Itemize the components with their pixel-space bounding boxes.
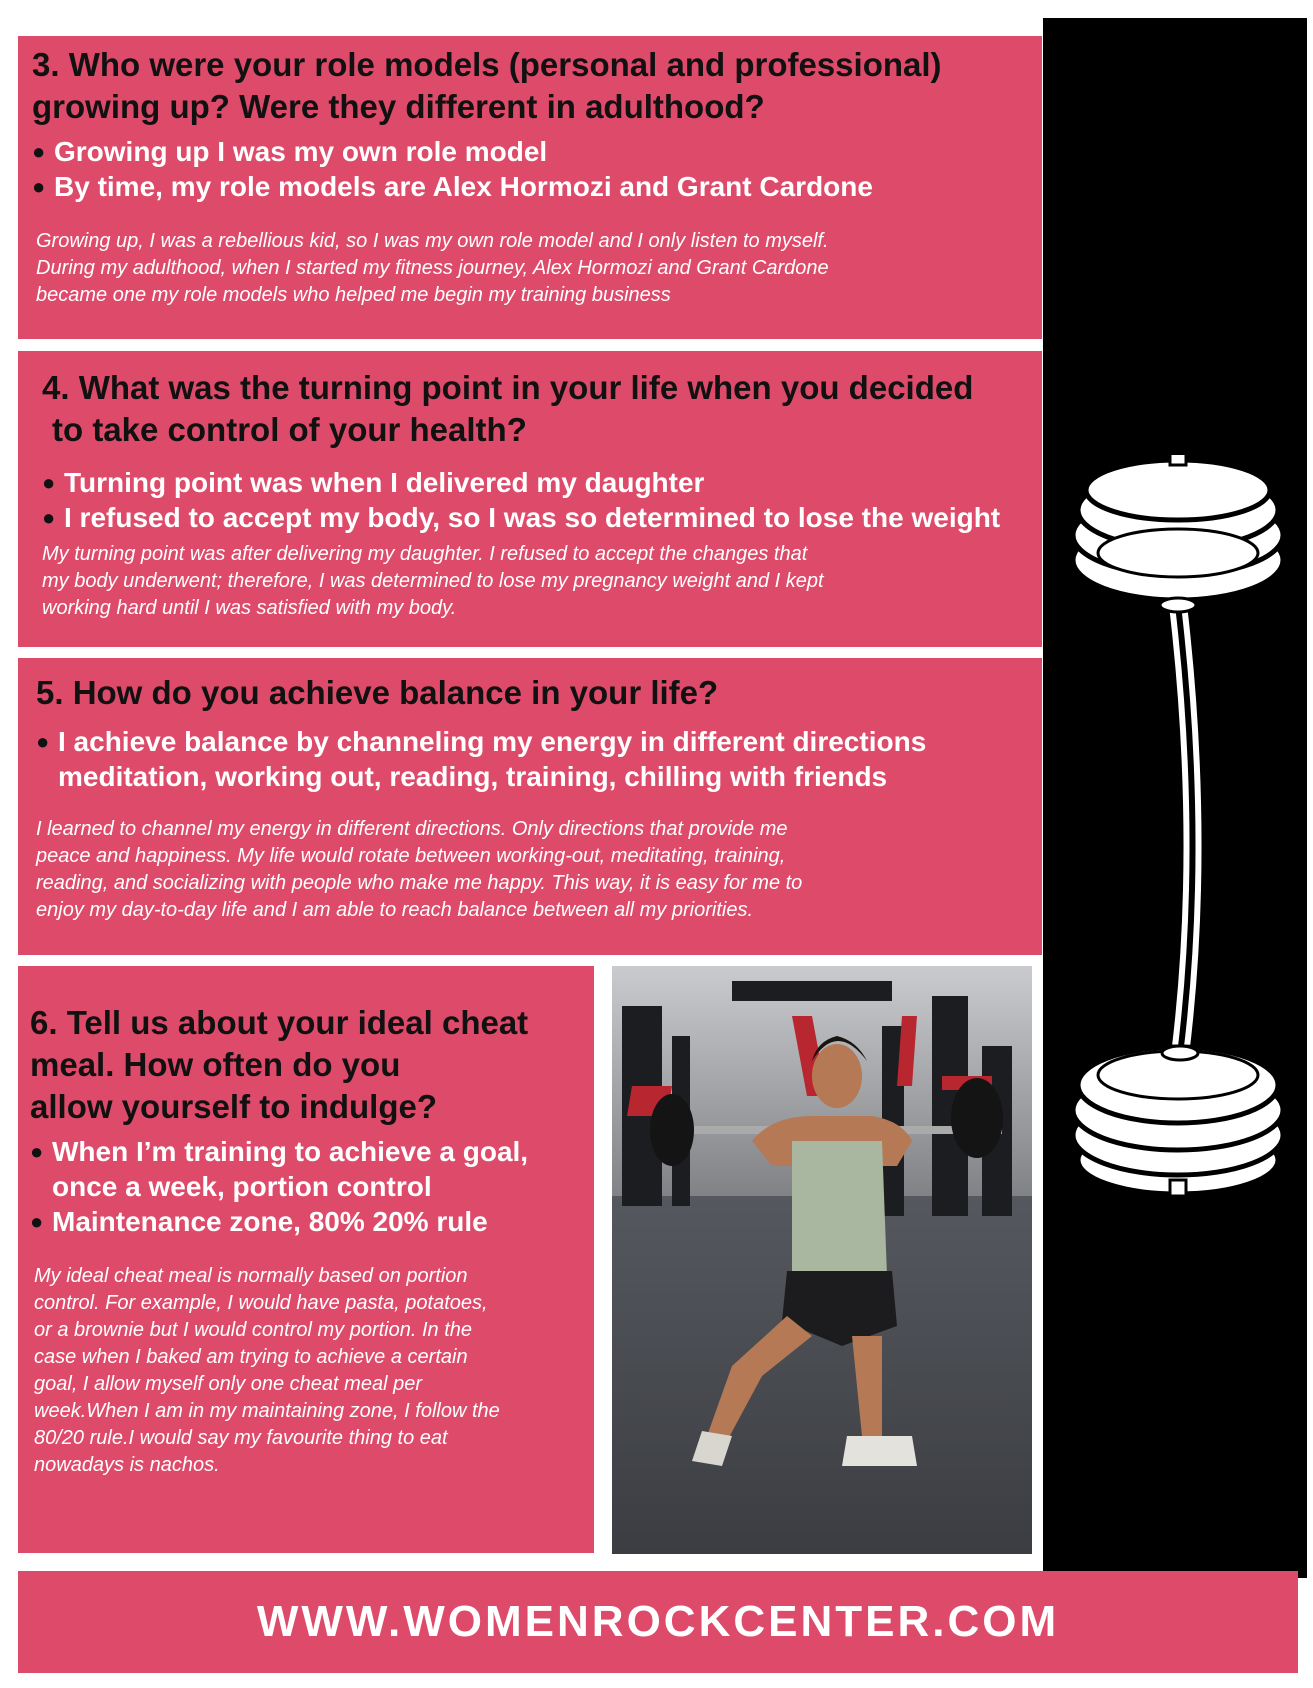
section-6-question: 6. Tell us about your ideal cheat meal. How often do you allow yourself to indulge?: [30, 1004, 529, 1125]
section-4-panel: [18, 351, 1042, 647]
section-5-answer: I learned to channel my energy in different directions. Only directions that provide me peace and happiness. My life would rotate between working-out, meditating, training, reading, and socializing with people who make me happy. This way, it is easy for me to enjoy my day-to-day life and I am able to reach balance between all my priorities.: [36, 818, 803, 921]
website-url[interactable]: WWW.WOMENROCKCENTER.COM: [256, 1597, 1060, 1646]
bullet-item: ● Growing up I was my own role model: [32, 134, 1028, 169]
section-5-question: 5. How do you achieve balance in your life?: [36, 674, 719, 711]
footer-banner: [18, 1571, 1298, 1673]
bullet-item: ● Turning point was when I delivered my daughter: [42, 465, 1018, 500]
section-5-panel: [18, 658, 1042, 955]
bullet-item: ● I refused to accept my body, so I was so determined to lose the weight: [42, 500, 1018, 535]
section-4-question: 4. What was the turning point in your life when you decided to take control of your health?: [42, 369, 974, 448]
bullet-item: ● By time, my role models are Alex Hormozi and Grant Cardone: [32, 169, 1028, 204]
section-3-panel: [18, 36, 1042, 339]
gym-photo-illustration: [612, 966, 1032, 1554]
bullet-item: ● Maintenance zone, 80% 20% rule: [30, 1204, 582, 1239]
section-6-bullets: [30, 1134, 582, 1239]
barbell-icon: [1058, 455, 1298, 1235]
bullet-item: ● When I’m training to achieve a goal, once a week, portion control: [30, 1134, 582, 1204]
section-5-bullets: [36, 724, 1024, 794]
section-4-bullets: [42, 465, 1018, 535]
bullet-item: ● I achieve balance by channeling my energy in different directions meditation, working out, reading, training, chilling with friends: [36, 724, 1024, 794]
section-6-answer: My ideal cheat meal is normally based on portion control. For example, I would have pasta, potatoes, or a brownie but I would control my portion. In the case when I baked am trying to achieve a certain goal, I allow myself only one cheat meal per week.When I am in my maintaining zone, I follow the 80/20 rule.I would say my favourite thing to eat nowadays is nachos.: [34, 1265, 500, 1476]
section-4-answer: My turning point was after delivering my daughter. I refused to accept the changes that my body underwent; therefore, I was determined to lose my pregnancy weight and I kept working hard until I was satisfied with my body.: [42, 543, 824, 619]
woman-lunge-barbell-photo: [612, 966, 1032, 1554]
section-6-panel: [18, 966, 594, 1553]
section-3-answer: Growing up, I was a rebellious kid, so I was my own role model and I only listen to myself. During my adulthood, when I started my fitness journey, Alex Hormozi and Grant Cardone became one my role models who helped me begin my training business: [36, 230, 829, 306]
section-3-bullets: [32, 134, 1028, 204]
section-3-question: 3. Who were your role models (personal and professional) growing up? Were they different in adulthood?: [32, 46, 942, 125]
